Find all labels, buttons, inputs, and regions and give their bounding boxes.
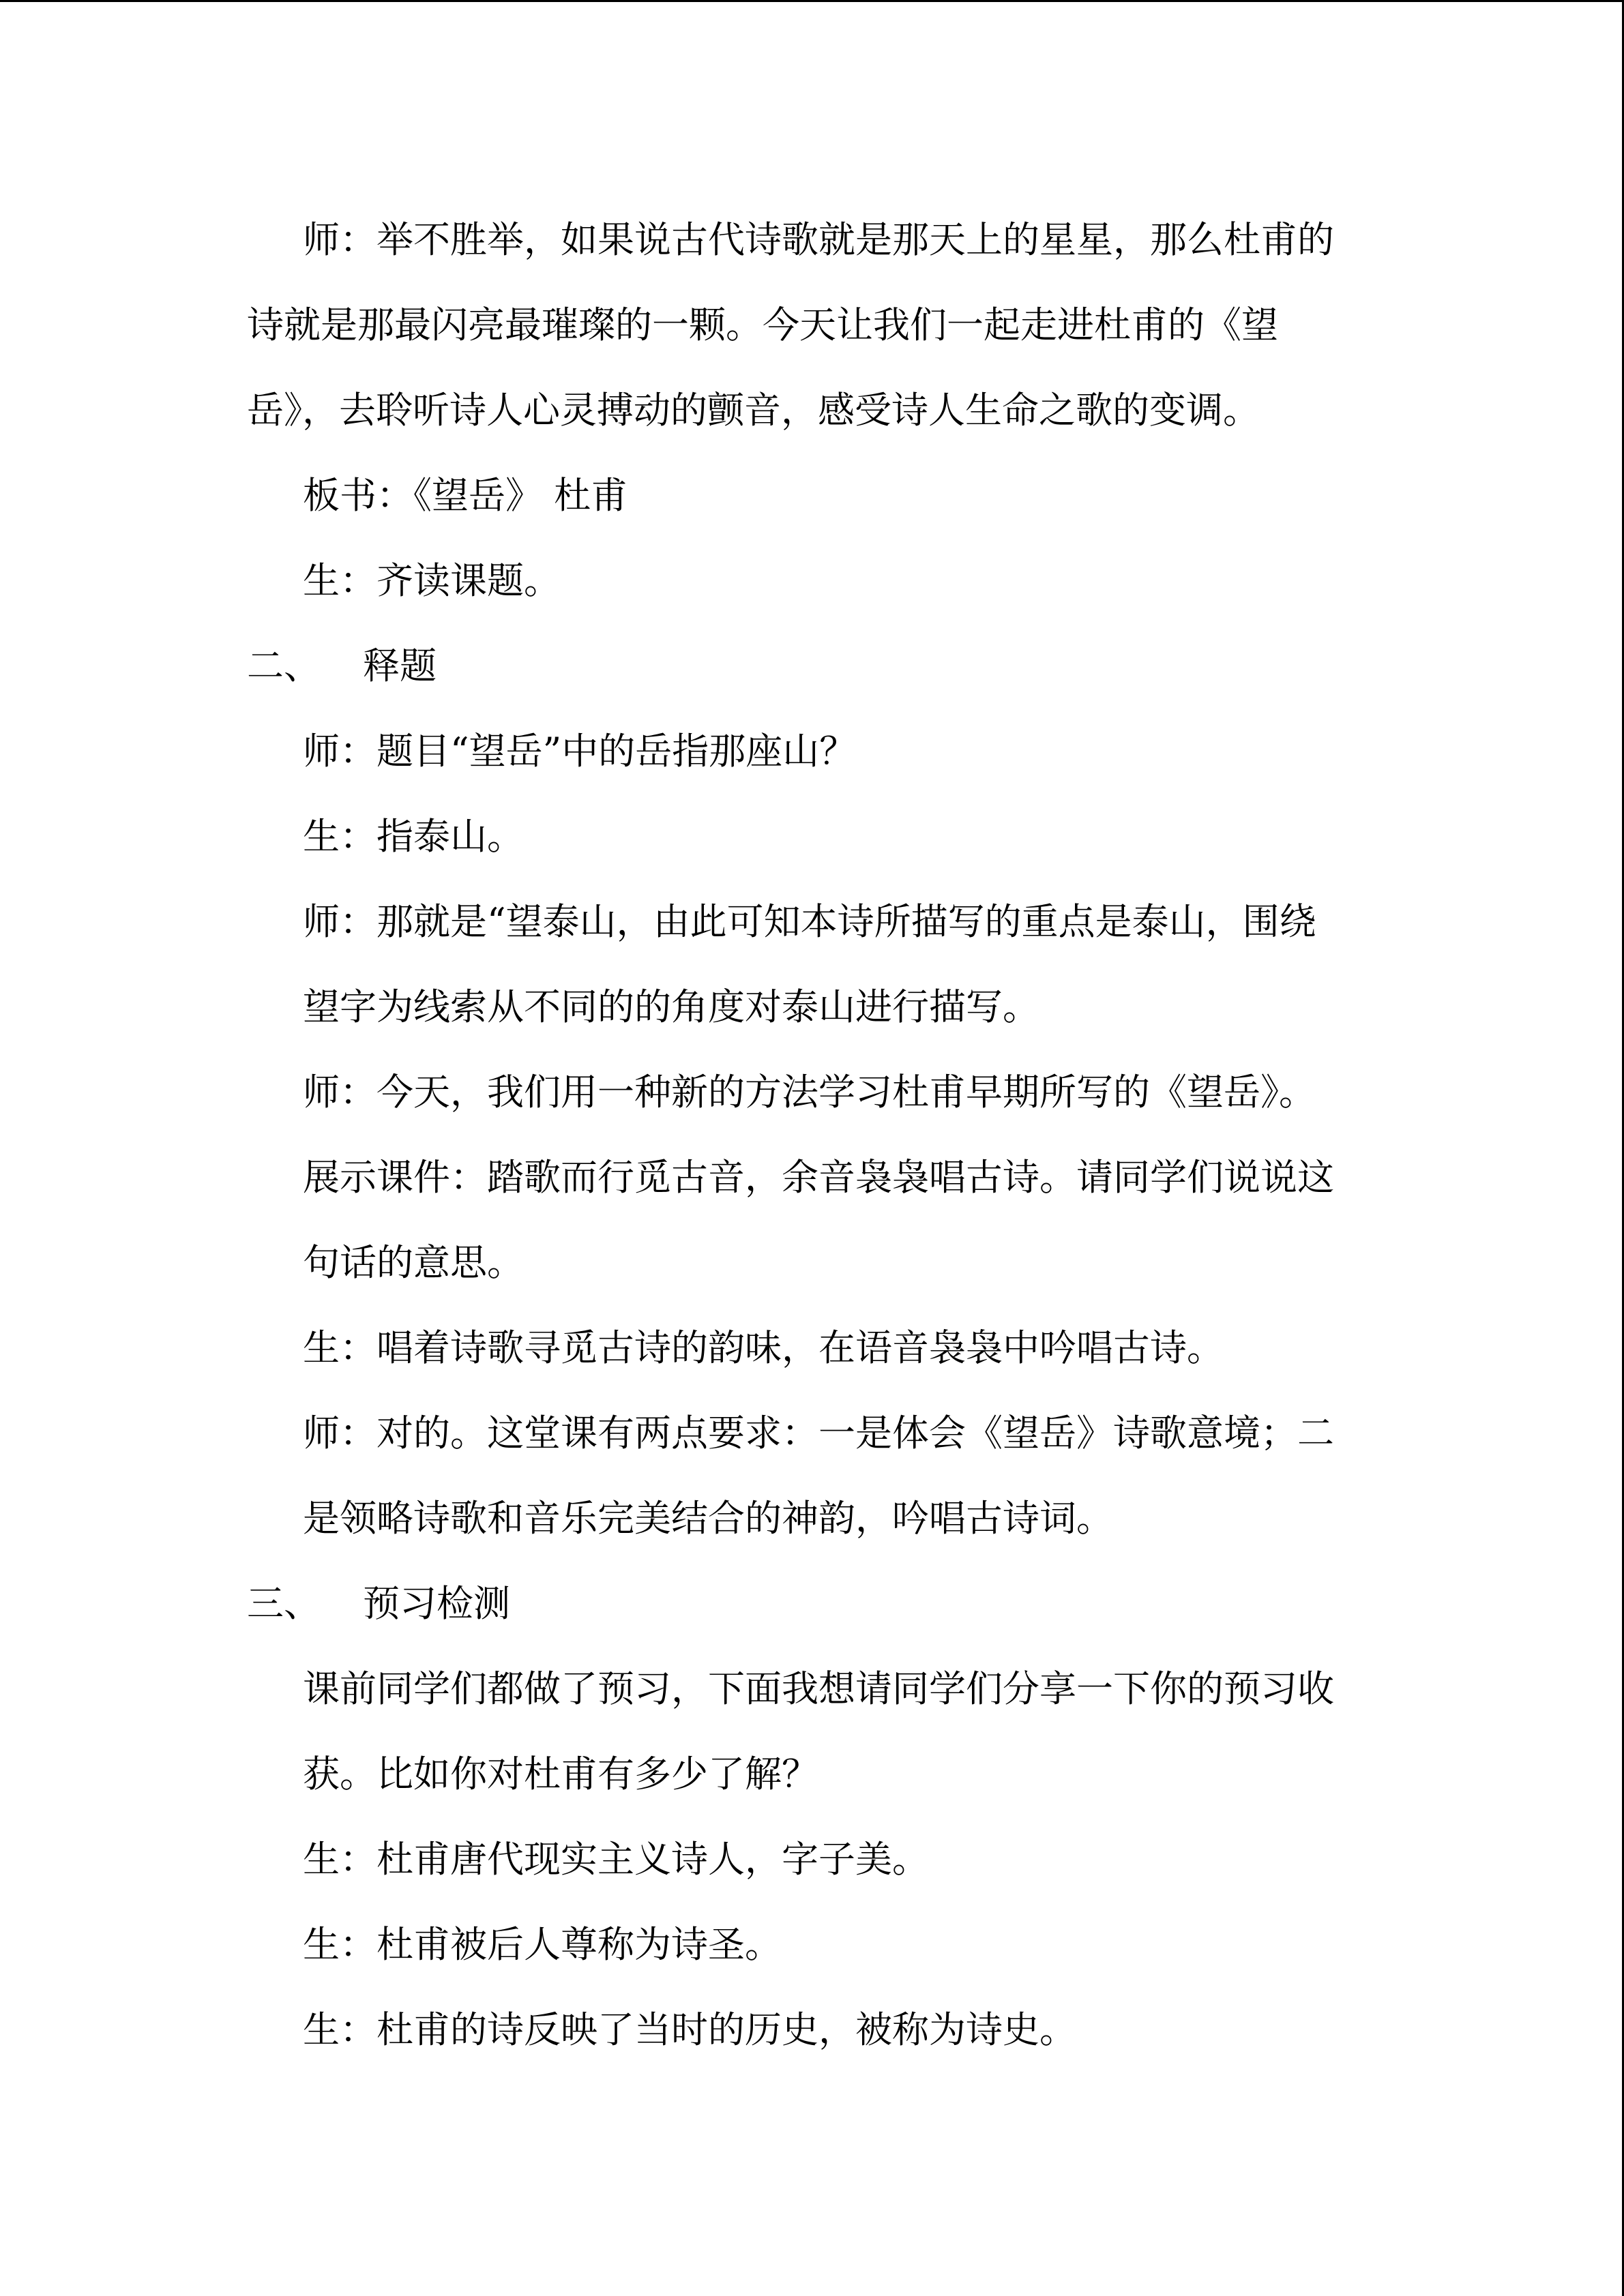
text-line-9: 望字为线索从不同的的角度对泰山进行描写。 [303, 985, 1039, 1028]
text-line-8: 师：那就是“望泰山，由此可知本诗所描写的重点是泰山，围绕 [303, 900, 1316, 943]
section-number: 三、 [247, 1582, 321, 1625]
section-number: 二、 [247, 644, 321, 687]
text-line-19: 生：杜甫被后人尊称为诗圣。 [303, 1923, 782, 1966]
text-line-4: 板书：《望岳》 杜甫 [303, 474, 628, 517]
section-title: 释题 [363, 644, 437, 687]
text-line-20: 生：杜甫的诗反映了当时的历史，被称为诗史。 [303, 2008, 1076, 2051]
text-line-10: 师：今天，我们用一种新的方法学习杜甫早期所写的《望岳》。 [303, 1071, 1316, 1114]
section-title: 预习检测 [363, 1582, 510, 1625]
text-line-16: 课前同学们都做了预习，下面我想请同学们分享一下你的预习收 [303, 1667, 1334, 1710]
text-line-7: 生：指泰山。 [303, 815, 524, 858]
text-line-18: 生：杜甫唐代现实主义诗人，字子美。 [303, 1838, 929, 1881]
section-heading-2 [247, 639, 437, 694]
text-line-17: 获。比如你对杜甫有多少了解？ [303, 1753, 818, 1795]
text-line-12: 句话的意思。 [303, 1241, 524, 1284]
text-line-5: 生：齐读课题。 [303, 559, 561, 602]
text-line-13: 生：唱着诗歌寻觅古诗的韵味，在语音袅袅中吟唱古诗。 [303, 1326, 1224, 1369]
page-border-top [0, 0, 1624, 2]
text-line-6: 师：题目“望岳”中的岳指那座山？ [303, 730, 857, 773]
text-line-14: 师：对的。这堂课有两点要求：一是体会《望岳》诗歌意境；二 [303, 1412, 1334, 1455]
text-line-11: 展示课件：踏歌而行觅古音，余音袅袅唱古诗。请同学们说说这 [303, 1156, 1334, 1199]
text-line-15: 是领略诗歌和音乐完美结合的神韵，吟唱古诗词。 [303, 1497, 1113, 1540]
text-line-3: 岳》，去聆听诗人心灵搏动的颤音，感受诗人生命之歌的变调。 [247, 389, 1260, 432]
text-line-1: 师：举不胜举，如果说古代诗歌就是那天上的星星，那么杜甫的 [303, 218, 1334, 261]
text-line-2: 诗就是那最闪亮最璀璨的一颗。今天让我们一起走进杜甫的《望 [247, 303, 1278, 346]
section-heading-3 [247, 1577, 510, 1631]
